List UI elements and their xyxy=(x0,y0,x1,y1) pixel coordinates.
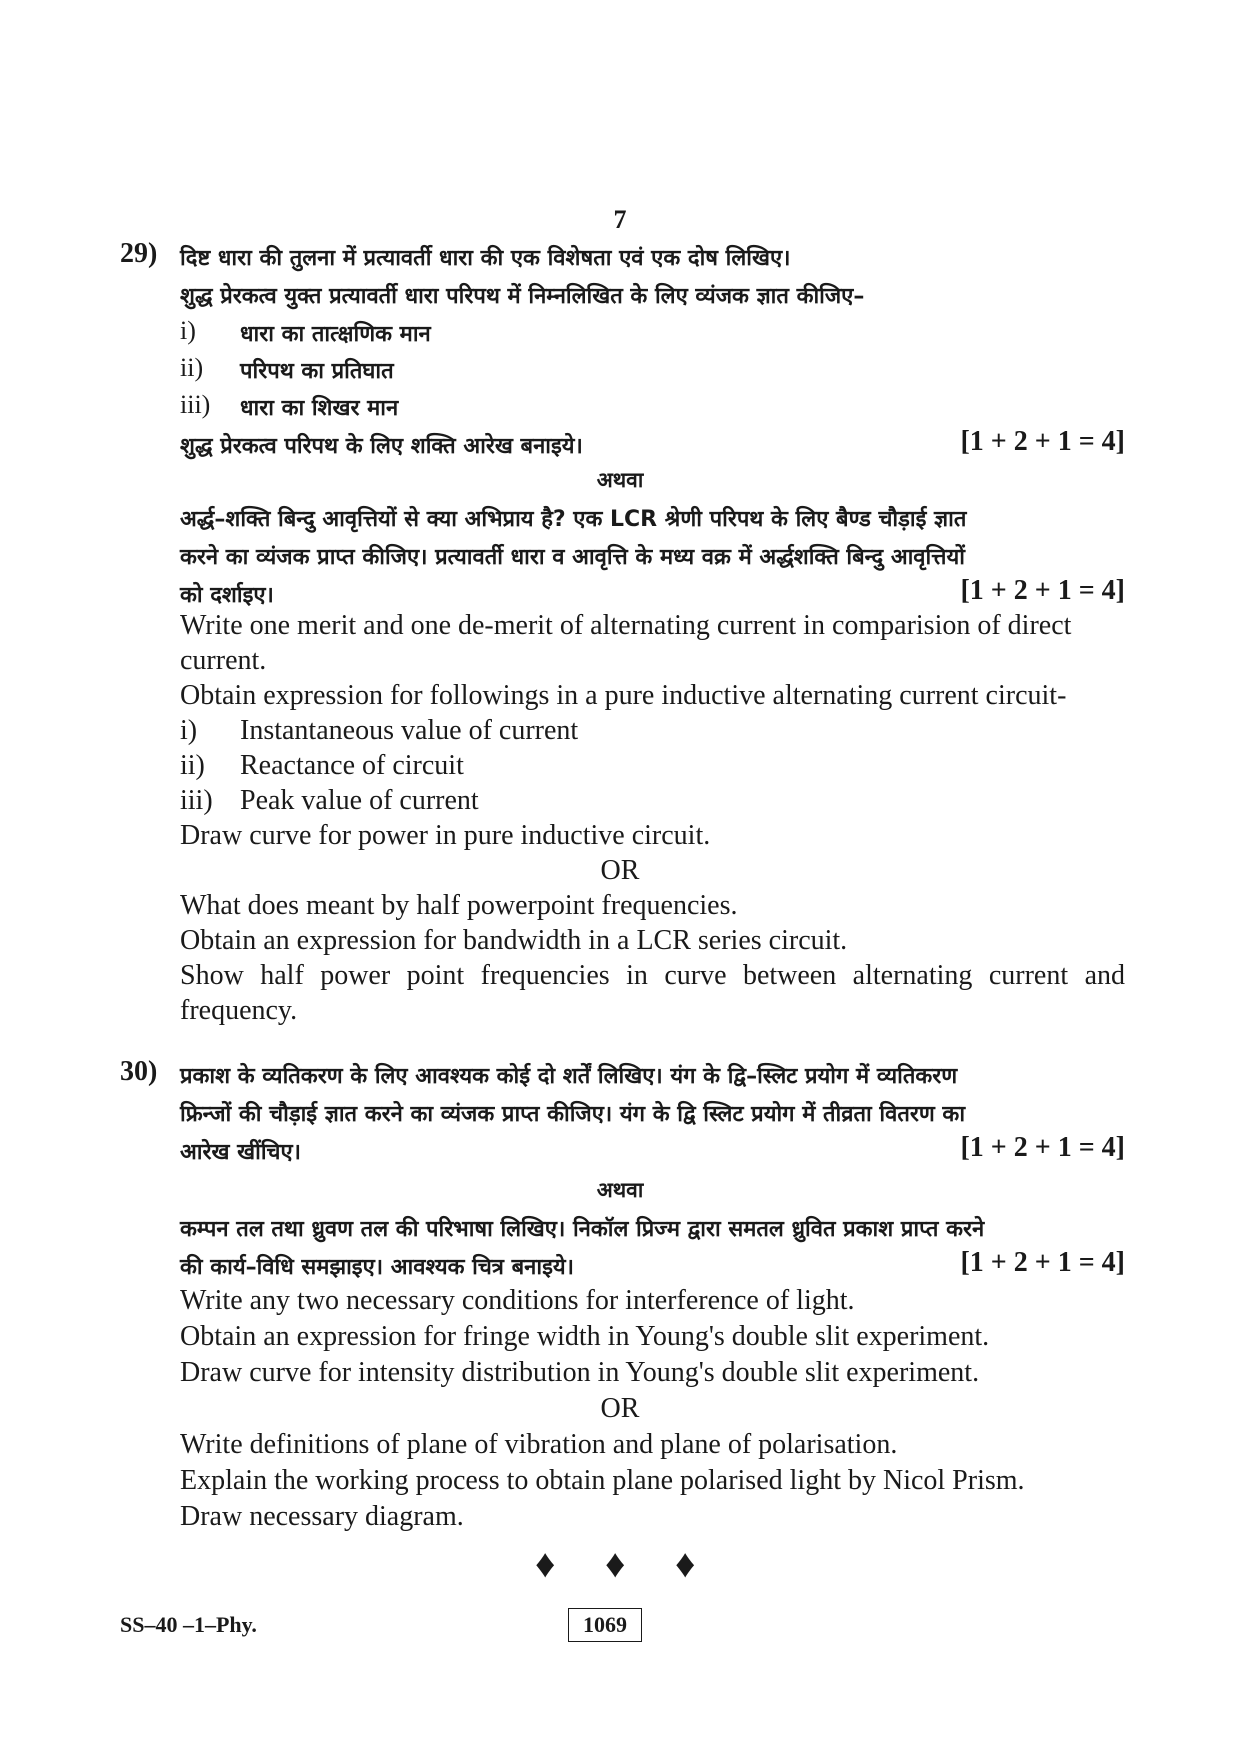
q29-hindi-item: धारा का शिखर मान xyxy=(240,396,399,421)
page-number: 7 xyxy=(613,205,627,234)
q30-english-or: OR xyxy=(600,1393,640,1424)
q30-english-line-1: Write any two necessary conditions for interference of light. xyxy=(180,1285,855,1316)
q30-hindi-line-3: आरेख खींचिए। xyxy=(180,1140,302,1165)
diamond-icon: ♦ xyxy=(535,1541,556,1586)
diamond-icon: ♦ xyxy=(675,1541,696,1586)
q29-english-item: Instantaneous value of current xyxy=(240,715,579,746)
q29-english-or: OR xyxy=(600,855,640,886)
q29-hindi-item: परिपथ का प्रतिघात xyxy=(240,359,394,384)
q29-hindi-line-1: दिष्ट धारा की तुलना में प्रत्यावर्ती धारा की एक विशेषता एवं एक दोष लिखिए। xyxy=(180,246,791,271)
q29-english-line-4: Draw curve for power in pure inductive circuit. xyxy=(180,820,711,851)
q29-english-item: Reactance of circuit xyxy=(240,750,464,781)
footer-page-box: 1069 xyxy=(568,1608,642,1642)
q30-english-or-line-2: Explain the working process to obtain plane polarised light by Nicol Prism. xyxy=(180,1465,1025,1496)
q29-english-item-roman: iii) xyxy=(180,785,213,816)
q29-hindi-or-line-3: को दर्शाइए। xyxy=(180,583,274,608)
q29-hindi-line-2: शुद्ध प्रेरकत्व युक्त प्रत्यावर्ती धारा परिपथ में निम्नलिखित के लिए व्यंजक ज्ञात कीजिए– xyxy=(180,284,865,309)
q29-english-line-1: Write one merit and one de-merit of alternating current in comparision of direct xyxy=(180,610,1072,641)
q29-hindi-or: अथवा xyxy=(596,468,644,492)
q29-hindi-item-roman: ii) xyxy=(180,353,204,382)
q30-hindi-line-2: फ्रिन्जों की चौड़ाई ज्ञात करने का व्यंजक प्राप्त कीजिए। यंग के द्वि स्लिट प्रयोग में तीव्रता वितरण का xyxy=(180,1102,966,1127)
q29-marks-1: [1 + 2 + 1 = 4] xyxy=(960,426,1125,457)
q29-english-item: Peak value of current xyxy=(240,785,479,816)
q29-english-item-roman: ii) xyxy=(180,750,205,781)
q30-hindi-line-1: प्रकाश के व्यतिकरण के लिए आवश्यक कोई दो शर्तें लिखिए। यंग के द्वि–स्लिट प्रयोग में व्यतिकरण xyxy=(180,1064,958,1089)
q29-english-or-line-3: Show half power point frequencies in curve between alternating current and xyxy=(180,960,1125,991)
q29-hindi-item-roman: i) xyxy=(180,316,196,345)
q29-marks-2: [1 + 2 + 1 = 4] xyxy=(960,575,1125,606)
q30-hindi-or-line-1: कम्पन तल तथा ध्रुवण तल की परिभाषा लिखिए। निकॉल प्रिज्म द्वारा समतल ध्रुवित प्रकाश प्राप्त करने xyxy=(180,1217,985,1242)
question-29-number: 29) xyxy=(120,238,158,269)
q29-hindi-item-roman: iii) xyxy=(180,390,211,419)
diamond-icon: ♦ xyxy=(605,1541,626,1586)
q29-english-or-line-1: What does meant by half powerpoint frequencies. xyxy=(180,890,738,921)
q29-hindi-or-line-1: अर्द्ध–शक्ति बिन्दु आवृत्तियों से क्या अभिप्राय है? एक LCR श्रेणी परिपथ के लिए बैण्ड चौड़ाई ज्ञात xyxy=(180,507,967,532)
q29-english-or-line-2: Obtain an expression for bandwidth in a LCR series circuit. xyxy=(180,925,848,956)
q30-hindi-or-line-2: की कार्य–विधि समझाइए। आवश्यक चित्र बनाइये। xyxy=(180,1255,574,1280)
q30-marks-1: [1 + 2 + 1 = 4] xyxy=(960,1132,1125,1163)
q29-hindi-item: धारा का तात्क्षणिक मान xyxy=(240,322,431,347)
q30-hindi-or: अथवा xyxy=(596,1178,644,1202)
footer-paper-code: SS–40 –1–Phy. xyxy=(120,1612,257,1637)
q29-english-line-3: Obtain expression for followings in a pure inductive alternating current circuit- xyxy=(180,680,1067,711)
q30-english-line-3: Draw curve for intensity distribution in Young's double slit experiment. xyxy=(180,1357,980,1388)
q29-english-item-roman: i) xyxy=(180,715,198,746)
q30-english-line-2: Obtain an expression for fringe width in Young's double slit experiment. xyxy=(180,1321,990,1352)
q29-english-line-2: current. xyxy=(180,645,267,676)
question-30-number: 30) xyxy=(120,1056,158,1087)
q30-marks-2: [1 + 2 + 1 = 4] xyxy=(960,1247,1125,1278)
q29-english-or-line-4: frequency. xyxy=(180,995,298,1026)
q29-hindi-or-line-2: करने का व्यंजक प्राप्त कीजिए। प्रत्यावर्ती धारा व आवृत्ति के मध्य वक्र में अर्द्धशक्ति बिन्दु आवृत्तियों xyxy=(180,545,965,570)
q30-english-or-line-3: Draw necessary diagram. xyxy=(180,1501,464,1532)
q29-hindi-line-3: शुद्ध प्रेरकत्व परिपथ के लिए शक्ति आरेख बनाइये। xyxy=(180,434,583,459)
q30-english-or-line-1: Write definitions of plane of vibration and plane of polarisation. xyxy=(180,1429,898,1460)
